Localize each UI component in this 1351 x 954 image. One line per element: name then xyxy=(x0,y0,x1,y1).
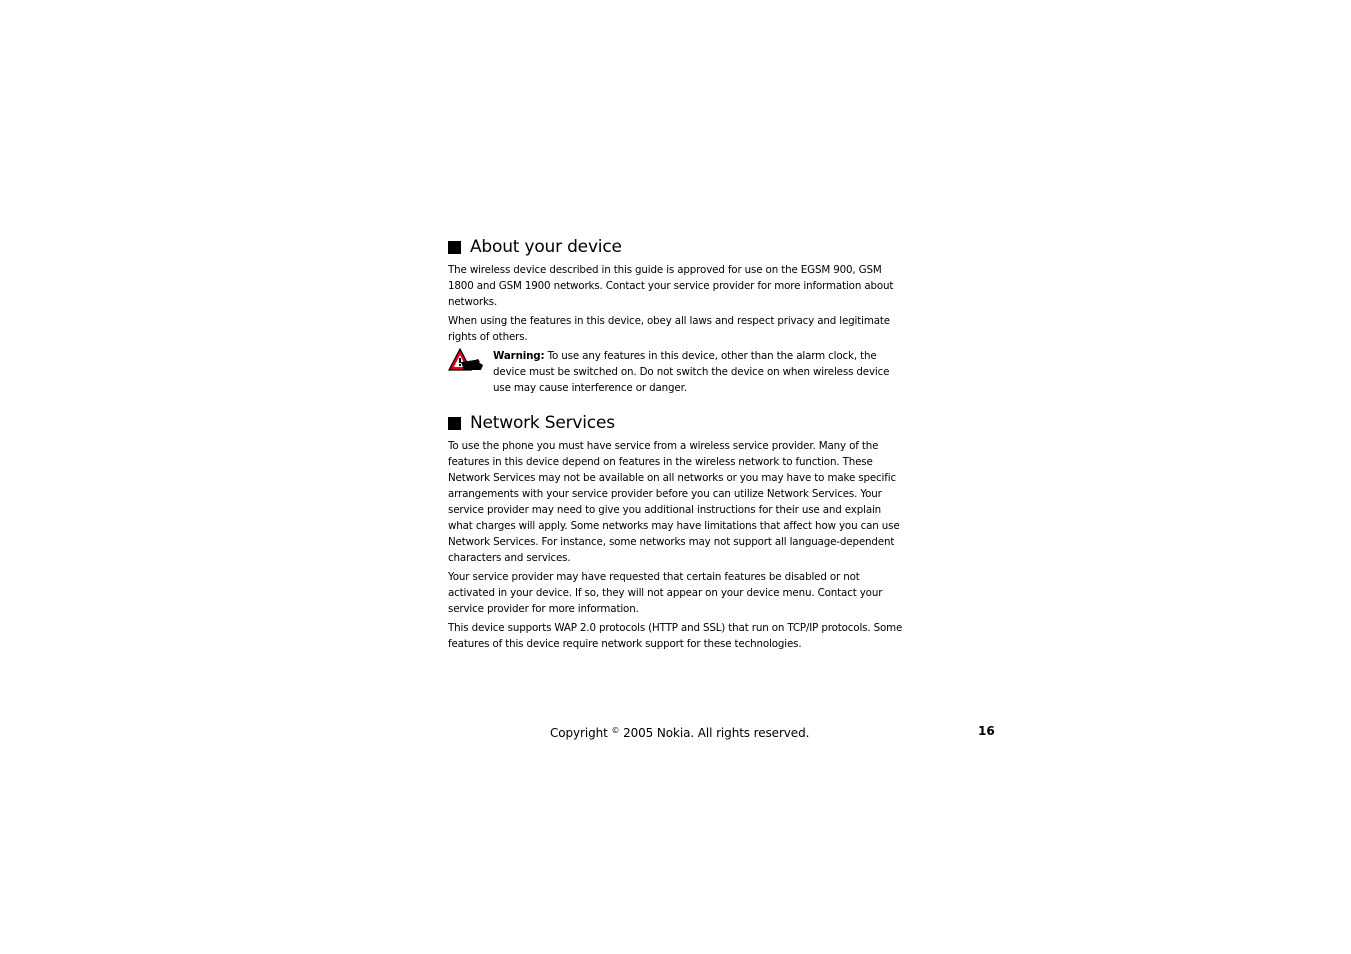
heading-bullet-square xyxy=(448,417,461,430)
network-services-paragraph-1: To use the phone you must have service from a wireless service provider. Many of the features in this device depend on features in the wireless network to function. These Network Services may not be available on all networks or you may have to make specific arrangements with your service provider before you can utilize Network Services. Your service provider may need to give you additional instructions for their use and explain what charges will apply. Some networks may have limitations that affect how you can use Network Services. For instance, some networks may not support all language-dependent characters and services. xyxy=(448,440,900,564)
page-number: 16 xyxy=(978,724,995,738)
network-services-paragraph-2: Your service provider may have requested that certain features be disabled or not activated in your device. If so, they will not appear on your device menu. Contact your service provider for more information. xyxy=(448,571,883,615)
copyright-symbol: © xyxy=(611,726,620,735)
warning-body: To use any features in this device, other than the alarm clock, the device must be switched on. Do not switch the device on when wireless device use may cause interference or danger. xyxy=(493,350,890,394)
about-device-paragraph-1: The wireless device described in this guide is approved for use on the EGSM 900, GSM 1800 and GSM 1900 networks. Contact your service provider for more information about networks. xyxy=(448,264,894,308)
about-device-paragraph-2: When using the features in this device, obey all laws and respect privacy and legitimate rights of others. xyxy=(448,315,890,343)
section-heading-about-device xyxy=(448,236,904,258)
copyright-suffix: 2005 Nokia. All rights reserved. xyxy=(619,726,810,740)
section-title-network-services: Network Services xyxy=(470,413,615,433)
page-content xyxy=(448,236,904,655)
heading-bullet-square xyxy=(448,241,461,254)
network-services-section xyxy=(448,412,904,652)
warning-block xyxy=(448,348,904,396)
warning-triangle-phone-icon xyxy=(448,348,484,372)
section-heading-network-services xyxy=(448,412,904,434)
warning-label: Warning: xyxy=(493,350,545,362)
copyright-prefix: Copyright xyxy=(550,726,612,740)
warning-text xyxy=(493,348,904,396)
copyright-notice xyxy=(550,722,809,742)
section-title-about-device: About your device xyxy=(470,237,622,257)
network-services-paragraph-3: This device supports WAP 2.0 protocols (HTTP and SSL) that run on TCP/IP protocols. Some features of this device require network support for these technologies. xyxy=(448,622,903,650)
